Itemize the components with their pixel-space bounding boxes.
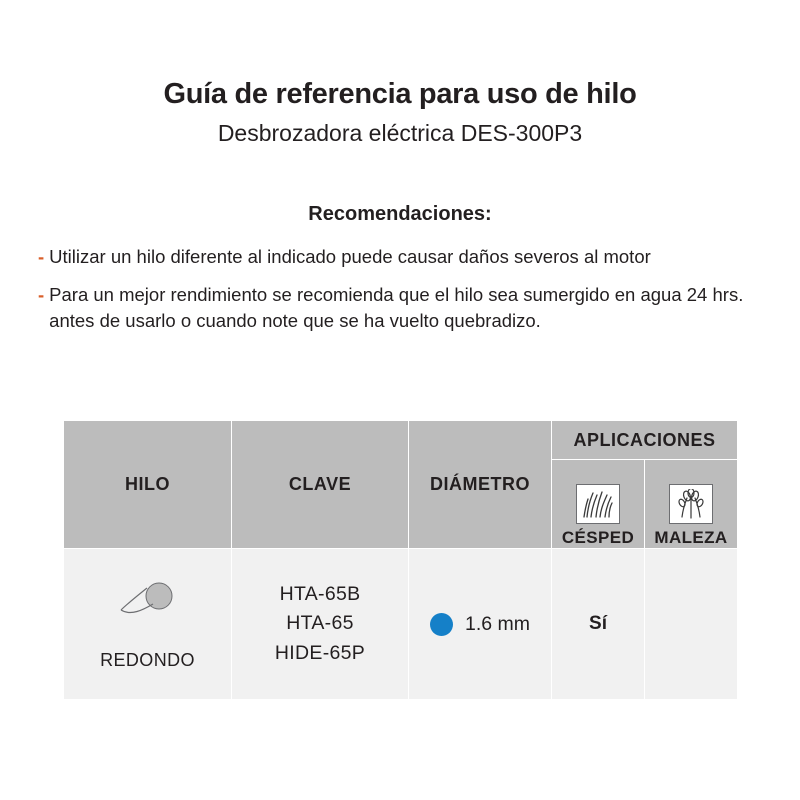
page-title: Guía de referencia para uso de hilo bbox=[163, 78, 637, 110]
cell-hilo-label: REDONDO bbox=[100, 649, 195, 670]
column-header-cesped bbox=[552, 460, 645, 549]
column-header-maleza bbox=[645, 460, 738, 549]
table-header-row bbox=[64, 421, 738, 460]
recommendations-heading: Recomendaciones: bbox=[308, 202, 492, 225]
diameter-dot-icon bbox=[430, 613, 453, 636]
clave-value: HTA-65B bbox=[279, 583, 361, 606]
bullet-dash-icon: - bbox=[38, 283, 45, 305]
cell-hilo bbox=[64, 549, 232, 700]
column-header-aplicaciones: APLICACIONES bbox=[552, 421, 738, 460]
column-header-diametro: DIÁMETRO bbox=[409, 421, 552, 549]
page-header bbox=[0, 0, 800, 147]
bullet-dash-icon: - bbox=[38, 245, 45, 267]
clave-value: HTA-65 bbox=[286, 612, 354, 635]
diameter-value: 1.6 mm bbox=[464, 612, 530, 635]
cesped-value: Sí bbox=[589, 613, 607, 634]
weed-icon bbox=[669, 484, 713, 524]
cell-maleza bbox=[645, 549, 738, 700]
recommendation-text: Utilizar un hilo diferente al indicado puede causar daños severos al motor bbox=[49, 245, 651, 267]
table-row bbox=[64, 549, 738, 700]
recommendation-item bbox=[38, 282, 762, 336]
column-header-clave: CLAVE bbox=[232, 421, 409, 549]
guide-table bbox=[63, 420, 738, 700]
grass-icon bbox=[576, 484, 620, 524]
clave-value: HIDE-65P bbox=[274, 641, 366, 664]
column-header-maleza-label: MALEZA bbox=[654, 528, 728, 547]
recommendation-text: Para un mejor rendimiento se recomienda que el hilo sea sumergido en agua 24 hrs. antes de usarlo o cuando note que se ha vuelto quebradizo. bbox=[49, 283, 744, 332]
cell-clave bbox=[232, 549, 409, 700]
column-header-cesped-label: CÉSPED bbox=[561, 528, 635, 547]
recommendation-item bbox=[38, 244, 762, 271]
cell-cesped bbox=[552, 549, 645, 700]
page-subtitle: Desbrozadora eléctrica DES-300P3 bbox=[217, 120, 583, 147]
guide-table-container bbox=[63, 420, 737, 700]
cell-diametro bbox=[409, 549, 552, 700]
recommendations-section bbox=[0, 203, 800, 335]
column-header-hilo: HILO bbox=[64, 421, 232, 549]
round-line-icon bbox=[111, 578, 185, 632]
